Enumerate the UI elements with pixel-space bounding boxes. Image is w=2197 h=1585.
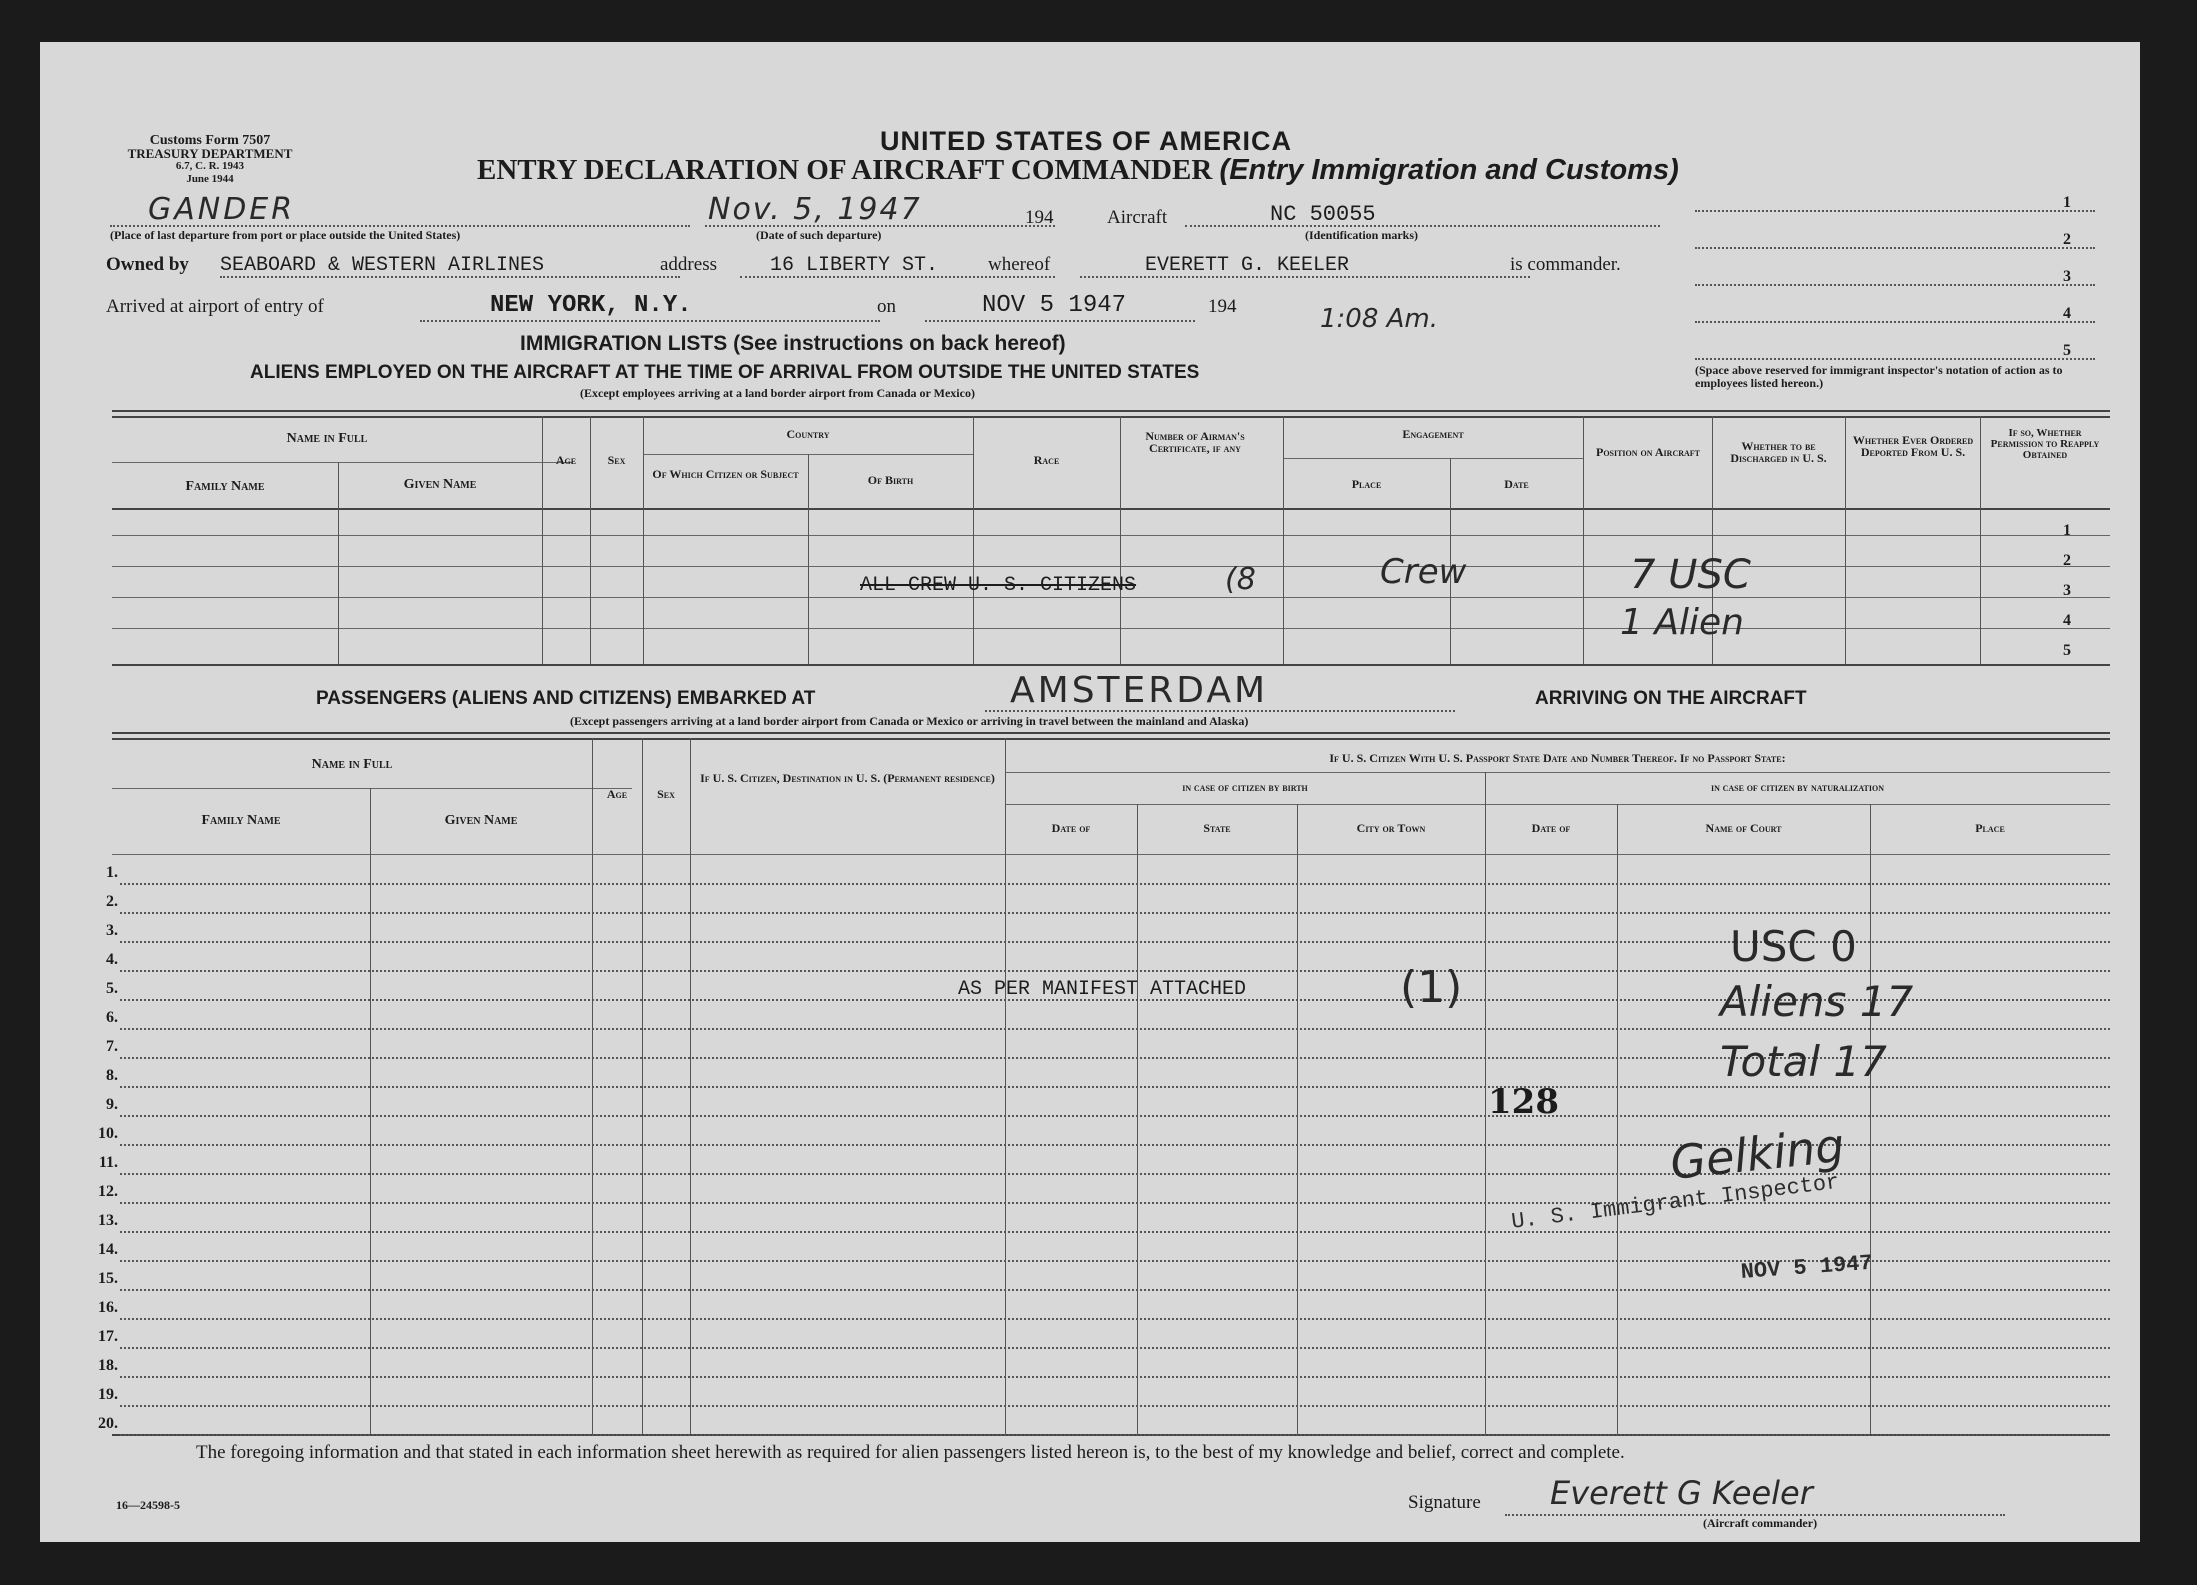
owner-address: 16 LIBERTY ST.: [770, 254, 939, 277]
pax-col-given-name: Given Name: [444, 813, 518, 828]
aircraft-marks-caption: (Identification marks): [1305, 228, 1418, 242]
passenger-row-number: 4.: [106, 951, 118, 968]
signature-caption: (Aircraft commander): [1703, 1516, 1818, 1530]
manifest-note: AS PER MANIFEST ATTACHED: [958, 978, 1247, 1001]
crew-col-family-name: Family Name: [185, 479, 265, 494]
crew-col-birth: Of Birth: [867, 473, 914, 487]
passenger-row-line: [120, 1028, 2110, 1030]
hand-aliens: Aliens 17: [1720, 977, 1914, 1026]
pax-col-sex: Sex: [657, 787, 675, 801]
crew-col-position: Position on Aircraft: [1595, 445, 1700, 459]
arrival-time: 1:08 Am.: [1320, 304, 1439, 334]
crew-row-num: 5: [2063, 642, 2071, 659]
note-line-num: 4: [2063, 305, 2071, 322]
crew-note-count: (8: [1225, 562, 1256, 597]
hand-total: Total 17: [1720, 1037, 1887, 1086]
passenger-row-line: [120, 1347, 2110, 1349]
regulation: 6.7, C. R. 1943: [175, 160, 245, 172]
departure-date-caption: (Date of such departure): [756, 228, 882, 242]
whereof-label: whereof: [988, 254, 1051, 275]
passenger-row-number: 12.: [98, 1183, 118, 1200]
passenger-row-line: [120, 1289, 2110, 1291]
pax-col-nat-case: in case of citizen by naturalization: [1710, 782, 1885, 794]
crew-hand-alien: 1 Alien: [1620, 602, 1744, 643]
passenger-row-line: [120, 1231, 2110, 1233]
crew-typed-note: ALL CREW U. S. CITIZENS: [860, 574, 1137, 597]
form-sheet: [40, 42, 2140, 1542]
crew-col-certificate: Number of Airman's Certificate, if any: [1145, 429, 1245, 455]
crew-col-sex: Sex: [607, 453, 626, 467]
crew-col-deported: Whether Ever Ordered Deported From U. S.: [1852, 433, 1974, 459]
crew-col-country: Country: [786, 427, 830, 441]
arrival-date: NOV 5 1947: [982, 292, 1127, 319]
crew-hand-usc: 7 USC: [1630, 552, 1751, 598]
crew-col-date: Date: [1504, 477, 1529, 491]
commander-signature: Everett G Keeler: [1550, 1474, 1813, 1512]
passenger-row-line: [120, 912, 2110, 914]
passenger-row-number: 7.: [106, 1038, 118, 1055]
note-line-num: 5: [2063, 342, 2071, 359]
crew-row-num: 3: [2063, 582, 2071, 599]
passenger-row-line: [120, 1434, 2110, 1436]
manifest-count: (1): [1400, 962, 1463, 1013]
crew-col-discharged: Whether to be Discharged in U. S.: [1730, 439, 1827, 465]
form-subtitle: [477, 154, 1679, 187]
passenger-row-line: [120, 1202, 2110, 1204]
department: TREASURY DEPARTMENT: [127, 146, 293, 161]
note-line-num: 3: [2063, 268, 2071, 285]
passenger-row-number: 13.: [98, 1212, 118, 1229]
pax-col-destination: If U. S. Citizen, Destination in U. S. (Permanent residence): [700, 771, 995, 785]
arrived-label: Arrived at airport of entry of: [106, 296, 324, 317]
signature-label: Signature: [1408, 1492, 1481, 1513]
departure-place: GANDER: [148, 192, 296, 227]
declaration-statement: The foregoing information and that stated in each information sheet herewith as required for alien passengers listed hereon is, to the best of my knowledge and belief, correct and complete.: [196, 1442, 1625, 1463]
embark-place: AMSTERDAM: [1010, 670, 1269, 711]
passenger-row-number: 2.: [106, 893, 118, 910]
form-date: June 1944: [186, 173, 234, 185]
crew-row-num: 4: [2063, 612, 2071, 629]
stamp-number: 128: [1488, 1082, 1559, 1122]
subtitle-main: ENTRY DECLARATION OF AIRCRAFT COMMANDER: [477, 154, 1213, 186]
is-commander-label: is commander.: [1510, 254, 1621, 275]
crew-row-num: 2: [2063, 552, 2071, 569]
passengers-arriving-label: ARRIVING ON THE AIRCRAFT: [1535, 688, 1807, 709]
passenger-row-line: [120, 883, 2110, 885]
aircraft-label: Aircraft: [1107, 207, 1168, 228]
passenger-row-line: [120, 1318, 2110, 1320]
year-prefix: 194: [1025, 207, 1054, 228]
pax-col-age: Age: [606, 787, 628, 801]
passenger-row-number: 1.: [106, 864, 118, 881]
owned-by-label: Owned by: [106, 254, 189, 275]
passenger-row-number: 11.: [98, 1154, 118, 1171]
crew-hand-note: Crew: [1380, 552, 1467, 592]
passenger-row-number: 5.: [106, 980, 118, 997]
arrival-year-prefix: 194: [1208, 296, 1237, 317]
crew-col-citizen-of: Of Which Citizen or Subject: [652, 467, 799, 481]
passenger-row-number: 8.: [106, 1067, 118, 1084]
departure-date: Nov. 5, 1947: [708, 192, 922, 227]
passenger-row-line: [120, 1405, 2110, 1407]
passenger-row-number: 10.: [98, 1125, 118, 1142]
passenger-row-line: [120, 1115, 2110, 1117]
passenger-row-number: 3.: [106, 922, 118, 939]
crew-col-race: Race: [1033, 453, 1060, 467]
passenger-row-number: 19.: [98, 1386, 118, 1403]
crew-col-age: Age: [555, 453, 577, 467]
crew-col-given-name: Given Name: [403, 477, 477, 492]
passenger-row-number: 16.: [98, 1299, 118, 1316]
hand-usc: USC 0: [1730, 922, 1857, 971]
passenger-row-number: 6.: [106, 1009, 118, 1026]
passenger-row-number: 14.: [98, 1241, 118, 1258]
passengers-subheading: (Except passengers arriving at a land border airport from Canada or Mexico or arriving in travel between the mainland and Alaska): [570, 714, 1249, 728]
owner-name: SEABOARD & WESTERN AIRLINES: [220, 254, 545, 277]
passenger-row-line: [120, 1376, 2110, 1378]
crew-col-place: Place: [1351, 477, 1382, 491]
pax-col-name-in-full: Name in Full: [311, 757, 393, 772]
inspector-stamp: U. S. Immigrant Inspector: [1510, 1169, 1841, 1235]
crew-col-permission: If so, Whether Permission to Reapply Obtained: [1990, 427, 2100, 461]
passenger-row-number: 18.: [98, 1357, 118, 1374]
commander-name: EVERETT G. KEELER: [1145, 254, 1350, 277]
pax-col-state: State: [1203, 821, 1231, 835]
pax-col-date-of-nat: Date of: [1531, 821, 1571, 835]
inspector-notes-caption: (Space above reserved for immigrant inspector's notation of action as to employees listed hereon.): [1695, 363, 2063, 390]
arrival-port: NEW YORK, N.Y.: [490, 292, 692, 319]
form-id-block: [95, 134, 325, 186]
form-title: UNITED STATES OF AMERICA: [880, 126, 1292, 156]
pax-col-family-name: Family Name: [201, 813, 281, 828]
passenger-row-number: 9.: [106, 1096, 118, 1113]
subtitle-italic: (Entry Immigration and Customs): [1219, 154, 1679, 186]
address-label: address: [660, 254, 717, 275]
note-line-num: 1: [2063, 194, 2071, 211]
crew-subheading: (Except employees arriving at a land border airport from Canada or Mexico): [580, 386, 975, 400]
crew-col-engagement: Engagement: [1402, 427, 1464, 441]
pax-col-birth-case: in case of citizen by birth: [1182, 782, 1308, 794]
pax-col-court: Name of Court: [1705, 821, 1782, 835]
pax-col-date-of: Date of: [1051, 821, 1091, 835]
inspector-signature: Gelking: [1667, 1118, 1847, 1190]
aircraft-marks: NC 50055: [1270, 202, 1376, 227]
passenger-row-number: 17.: [98, 1328, 118, 1345]
pax-col-city: City or Town: [1356, 821, 1426, 835]
pax-col-passport-note: If U. S. Citizen With U. S. Passport State Date and Number Thereof. If no Passport State:: [1329, 751, 1786, 765]
passengers-embarked-label: PASSENGERS (ALIENS AND CITIZENS) EMBARKED AT: [316, 688, 816, 709]
pax-col-place: Place: [1975, 821, 2005, 835]
crew-col-name-in-full: Name in Full: [286, 431, 368, 446]
form-number: Customs Form 7507: [149, 133, 271, 148]
note-line-num: 2: [2063, 231, 2071, 248]
departure-place-caption: (Place of last departure from port or place outside the United States): [110, 228, 461, 242]
immigration-lists-title: IMMIGRATION LISTS (See instructions on back hereof): [520, 332, 1066, 355]
crew-row-num: 1: [2063, 522, 2071, 539]
passenger-row-line: [120, 1086, 2110, 1088]
inspector-date-stamp: NOV 5 1947: [1740, 1250, 1874, 1285]
passenger-row-number: 20.: [98, 1415, 118, 1432]
crew-heading: ALIENS EMPLOYED ON THE AIRCRAFT AT THE TIME OF ARRIVAL FROM OUTSIDE THE UNITED STATES: [250, 362, 1200, 383]
print-code: 16—24598-5: [116, 1498, 180, 1512]
passenger-row-number: 15.: [98, 1270, 118, 1287]
on-label: on: [877, 296, 896, 317]
